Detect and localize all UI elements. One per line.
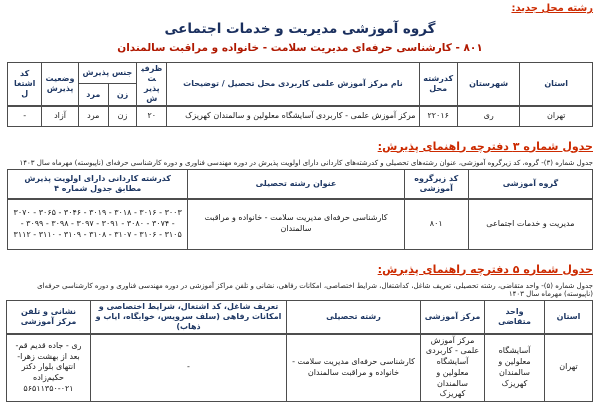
cell-program-code: ۲۲۰۱۶	[419, 106, 457, 126]
guide-table-3-title: جدول شماره ۳ دفترچه راهنمای پذیرش:	[7, 140, 593, 153]
col-header-status: وضعیت پذیرش	[42, 63, 78, 107]
cell-center-name: مرکز آموزش علمی - کاربردی آسایشگاه معلولین و سالمندان کهریزک	[167, 106, 419, 126]
cell-job-code: -	[8, 106, 42, 126]
col-header-job-code: کد اشتغال	[8, 63, 42, 107]
cell-subgroup-code: ۸۰۱	[404, 199, 468, 249]
guide-table-3-caption: جدول شماره (۳)- گروه، کد زیرگروه آموزشی، عنوان رشته‌های تحصیلی و کدرشته‌های کاردانی دارای اولویت پذیرش در دوره مهندسی فناوری و دوره کارشناسی حرفه‌ای (ناپیوسته) مهرماه سال ۱۴۰۳	[7, 159, 593, 167]
cell-employment: -	[91, 334, 287, 402]
table-row	[8, 199, 593, 249]
cell-group: مدیریت و خدمات اجتماعی	[468, 199, 592, 249]
col-header-field: رشته تحصیلی	[287, 300, 421, 334]
guide-table-5-title: جدول شماره ۵ دفترچه راهنمای پذیرش:	[7, 263, 593, 276]
cell-field: کارشناسی حرفه‌ای مدیریت سلامت - خانواده و مراقبت سالمندان	[287, 334, 421, 402]
guide-table-5-caption: جدول شماره (۵)- واحد متقاضی، رشته تحصیلی، تعریف شاغل، کداشتغال، شرایط اختصاصی، امکانات رفاهی، نشانی و تلفن مراکز آموزشی در دوره مهندسی فناوری و دوره کارشناسی حرفه‌ای (ناپیوسته) مهرماه سال ۱۴۰۳	[7, 282, 593, 298]
col-header-employment: تعریف شاغل، کد اشتغال، شرایط اختصاصی و امکانات رفاهی (سلف سرویس، خوابگاه، ایاب و ذهاب)	[91, 300, 287, 334]
priority-codes-table	[7, 169, 593, 250]
table-row	[7, 334, 593, 402]
col-header-subgroup-code: کد زیرگروه آموزشی	[404, 169, 468, 199]
col-header-province: استان	[545, 300, 593, 334]
col-header-province: استان	[520, 63, 593, 107]
col-header-training-center: مرکز آموزشی	[421, 300, 485, 334]
col-header-group: گروه آموزشی	[468, 169, 592, 199]
col-header-gender-female: زن	[108, 84, 136, 106]
training-centers-table	[6, 300, 593, 402]
col-header-applicant-unit: واحد متقاضی	[485, 300, 545, 334]
admission-capacity-table	[7, 62, 593, 127]
cell-capacity: ۲۰	[137, 106, 167, 126]
col-header-capacity: ظرفیت پذیرش	[137, 63, 167, 107]
col-header-center-name: نام مرکز آموزش علمی کاربردی محل تحصیل / توضیحات	[167, 63, 419, 107]
table-row	[8, 106, 593, 126]
cell-field-title: کارشناسی حرفه‌ای مدیریت سلامت - خانواده و مراقبت سالمندان	[188, 199, 404, 249]
col-header-field-title: عنوان رشته تحصیلی	[188, 169, 404, 199]
cell-county: ری	[457, 106, 520, 126]
cell-applicant-unit: آسایشگاه معلولین و سالمندان کهریزک	[485, 334, 545, 402]
col-header-gender: جنس پذیرش	[78, 63, 136, 84]
cell-training-center: مرکز آموزش علمی - کاربردی آسایشگاه معلولین و سالمندان کهریزک	[421, 334, 485, 402]
group-title: گروه آموزشی مدیریت و خدمات اجتماعی	[7, 21, 593, 37]
program-subtitle: ۸۰۱ - کارشناسی حرفه‌ای مدیریت سلامت - خانواده و مراقبت سالمندان	[7, 42, 593, 54]
cell-province: تهران	[545, 334, 593, 402]
cell-gender-male: مرد	[78, 106, 108, 126]
col-header-program-code: کدرشته محل	[419, 63, 457, 107]
cell-gender-female: زن	[108, 106, 136, 126]
col-header-county: شهرستان	[457, 63, 520, 107]
cell-priority-codes: ۳۰۰۳ - ۳۰۱۶ - ۳۰۱۸ - ۳۰۱۹ - ۳۰۴۶ - ۳۰۶۵ - ۳۰۷۰ - ۳۰۷۴ - ۳۰۸۰ - ۳۰۹۱ - ۳۰۹۷ - ۳۰۹۸ - ۳۰۹۹ - ۳۱۰۵ - ۳۱۰۶ - ۳۱۰۷ - ۳۱۰۸ - ۳۱۰۹ - ۳۱۱۰ - ۳۱۱۲	[8, 199, 188, 249]
col-header-address: نشانی و تلفن مرکز آموزشی	[7, 300, 91, 334]
cell-address: ری - جاده قدیم قم- بعد از بهشت زهرا- انتهای بلوار دکتر حکیم‌زاده ۰۲۱-۵۶۵۱۱۳۵۰	[7, 334, 91, 402]
new-program-location-label: رشته محل جدید:	[7, 3, 593, 14]
cell-province: تهران	[520, 106, 593, 126]
col-header-gender-male: مرد	[78, 84, 108, 106]
col-header-priority-codes: کدرشته کاردانی دارای اولویت پذیرش مطابق جدول شماره ۴	[8, 169, 188, 199]
cell-status: آزاد	[42, 106, 78, 126]
